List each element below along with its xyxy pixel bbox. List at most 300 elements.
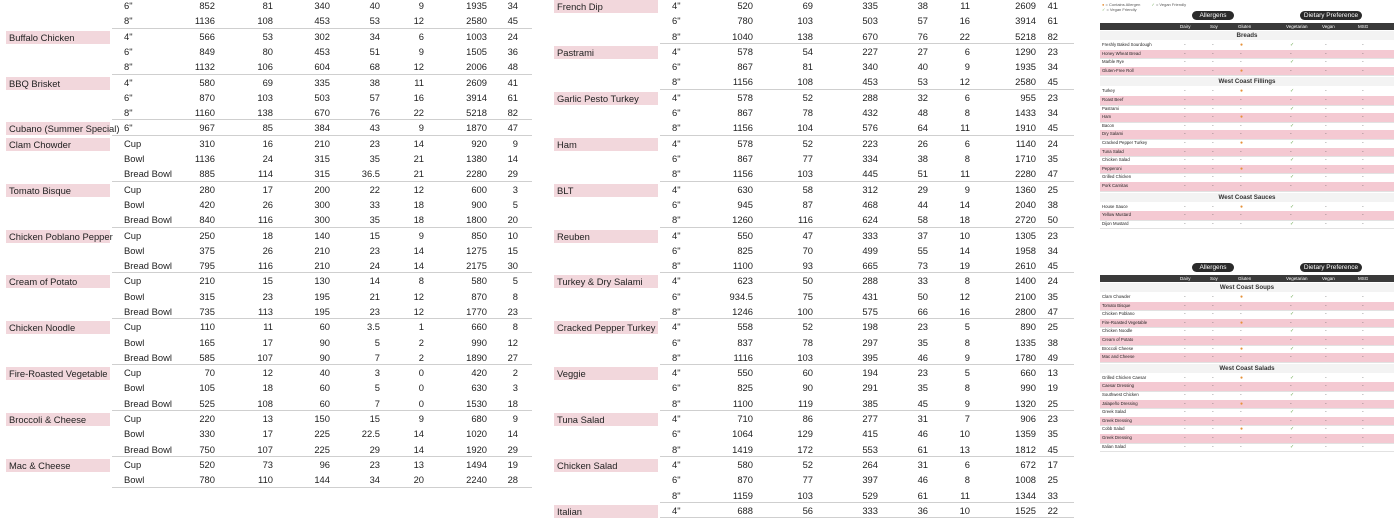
dash-icon: - <box>1212 212 1214 219</box>
value-cell: 29 <box>917 183 928 195</box>
value-cell: 600 <box>471 183 487 195</box>
dash-icon: - <box>1362 409 1364 416</box>
size-cell: 8" <box>672 30 681 42</box>
value-cell: 210 <box>199 275 215 287</box>
dash-icon: - <box>1184 409 1186 416</box>
value-cell: 6 <box>964 459 970 470</box>
dash-icon: - <box>1184 105 1186 112</box>
dash-icon: - <box>1212 443 1214 450</box>
dash-icon: - <box>1325 88 1327 95</box>
table-row <box>548 243 1080 258</box>
value-cell: 107 <box>257 351 273 363</box>
value-cell: 103 <box>797 351 813 363</box>
value-cell: 660 <box>471 321 487 333</box>
dash-icon: - <box>1212 319 1214 326</box>
size-cell: 6" <box>672 152 681 164</box>
legend-item: = Contains Allergen <box>1105 2 1141 7</box>
value-cell: 48 <box>917 107 928 119</box>
value-cell: 315 <box>314 152 330 164</box>
size-cell: Cup <box>124 321 142 333</box>
value-cell: 73 <box>262 459 273 470</box>
item-name: Ham <box>554 138 658 151</box>
value-cell: 1359 <box>1015 428 1036 440</box>
size-cell: 8" <box>672 489 681 501</box>
value-cell: 1116 <box>733 351 753 363</box>
table-row <box>0 212 538 227</box>
table-row <box>0 365 538 380</box>
dash-icon: ✓ <box>1290 345 1295 352</box>
dash-icon: - <box>1184 354 1186 361</box>
size-cell: 6" <box>124 45 133 57</box>
item-name: Broccoli & Cheese <box>6 413 110 426</box>
dash-icon: - <box>1240 148 1242 155</box>
size-cell: 4" <box>672 183 681 195</box>
dash-icon: - <box>1184 220 1186 227</box>
dash-icon: - <box>1362 302 1364 309</box>
value-cell: 77 <box>802 474 813 486</box>
allergen-item-name: Grilled Chicken Caesar <box>1102 374 1147 380</box>
value-cell: 26 <box>262 244 273 256</box>
value-cell: 6 <box>964 45 970 57</box>
size-cell: 6" <box>124 0 133 11</box>
value-cell: 194 <box>862 367 878 379</box>
value-cell: 3 <box>512 382 518 394</box>
value-cell: 19 <box>1047 382 1058 394</box>
value-cell: 1380 <box>466 152 487 164</box>
dash-icon: - <box>1325 337 1327 343</box>
dash-icon: - <box>1362 122 1364 129</box>
dash-icon: - <box>1184 302 1186 309</box>
value-cell: 50 <box>1047 214 1058 226</box>
value-cell: 220 <box>199 413 215 425</box>
value-cell: 672 <box>1020 459 1036 470</box>
value-cell: 1780 <box>1015 351 1036 363</box>
size-cell: Bowl <box>124 428 145 440</box>
table-row <box>548 258 1080 273</box>
value-cell: 525 <box>199 397 215 409</box>
item-name: Reuben <box>554 230 658 243</box>
column-header-bar <box>1100 23 1394 30</box>
value-cell: 81 <box>802 61 813 73</box>
dash-icon: - <box>1362 417 1364 424</box>
value-cell: 585 <box>199 351 215 363</box>
allergen-item-name: Chicken Poblano <box>1102 311 1135 317</box>
value-cell: 60 <box>319 382 330 394</box>
value-cell: 12 <box>262 367 273 379</box>
table-row <box>548 289 1080 304</box>
value-cell: 15 <box>507 244 518 256</box>
value-cell: 35 <box>1047 152 1058 164</box>
value-cell: 30 <box>507 260 518 272</box>
item-group <box>548 182 1080 228</box>
value-cell: 61 <box>1047 15 1058 27</box>
size-cell: 4" <box>672 459 681 470</box>
value-cell: 3 <box>374 367 380 379</box>
dash-icon: ✓ <box>1290 157 1295 164</box>
value-cell: 7 <box>374 397 380 409</box>
size-cell: 4" <box>672 367 681 379</box>
size-cell: 8" <box>124 15 133 27</box>
value-cell: 28 <box>507 474 518 486</box>
dash-icon: - <box>1362 294 1364 300</box>
item-group <box>0 120 538 135</box>
column-header: Soy <box>1210 24 1218 29</box>
dash-icon: - <box>1184 311 1186 318</box>
dash-icon: - <box>1212 337 1214 343</box>
item-name: Turkey & Dry Salami <box>554 275 658 288</box>
value-cell: 12 <box>959 290 970 302</box>
value-cell: 5 <box>964 367 970 379</box>
dash-icon: - <box>1325 409 1327 416</box>
dash-icon: - <box>1362 183 1364 189</box>
size-cell: Bowl <box>124 244 145 256</box>
value-cell: 580 <box>471 275 487 287</box>
dash-icon: ● <box>1240 114 1244 121</box>
dash-icon: ✓ <box>1290 443 1295 450</box>
allergen-item-name: Dijon Mustard <box>1102 220 1129 226</box>
value-cell: 75 <box>802 290 813 302</box>
table-row <box>0 457 538 472</box>
value-cell: 934.5 <box>729 290 753 302</box>
value-cell: 277 <box>862 413 878 425</box>
value-cell: 45 <box>1047 260 1058 272</box>
table-row <box>0 335 538 350</box>
section-header: West Coast Fillings <box>1100 77 1394 86</box>
size-cell: 4" <box>124 76 133 88</box>
dash-icon: - <box>1362 443 1364 450</box>
dash-icon: ✓ <box>1290 88 1295 95</box>
table-row <box>0 380 538 395</box>
dash-icon: - <box>1240 443 1242 450</box>
value-cell: 35 <box>369 214 380 226</box>
value-cell: 55 <box>917 244 928 256</box>
value-cell: 420 <box>199 198 215 210</box>
value-cell: 1156 <box>732 122 753 134</box>
value-cell: 15 <box>369 413 380 425</box>
dash-icon: - <box>1290 354 1292 361</box>
value-cell: 38 <box>917 0 928 11</box>
value-cell: 670 <box>314 107 330 119</box>
dash-icon: - <box>1240 122 1242 129</box>
value-cell: 23 <box>507 305 518 317</box>
value-cell: 108 <box>797 76 813 88</box>
value-cell: 23 <box>917 321 928 333</box>
value-cell: 315 <box>199 290 215 302</box>
value-cell: 0 <box>418 382 424 394</box>
allergens-chip: Allergens <box>1192 263 1234 272</box>
item-group <box>548 457 1080 503</box>
value-cell: 31 <box>917 459 928 470</box>
value-cell: 1040 <box>732 30 753 42</box>
value-cell: 108 <box>257 15 273 27</box>
value-cell: 41 <box>1047 0 1058 11</box>
table-row <box>548 442 1080 457</box>
value-cell: 2610 <box>1015 260 1036 272</box>
value-cell: 529 <box>862 489 878 501</box>
dash-icon: - <box>1290 183 1292 189</box>
dash-icon: - <box>1240 157 1242 164</box>
value-cell: 330 <box>199 428 215 440</box>
value-cell: 1530 <box>466 397 487 409</box>
value-cell: 1156 <box>732 76 753 88</box>
value-cell: 335 <box>862 0 878 11</box>
value-cell: 849 <box>199 45 215 57</box>
value-cell: 165 <box>199 336 215 348</box>
dash-icon: - <box>1212 59 1214 66</box>
value-cell: 23 <box>1047 45 1058 57</box>
value-cell: 22 <box>369 183 380 195</box>
value-cell: 1290 <box>1015 45 1036 57</box>
legend-contains-icon: ● <box>1102 2 1105 7</box>
value-cell: 20 <box>507 214 518 226</box>
value-cell: 665 <box>862 260 878 272</box>
value-cell: 17 <box>262 183 273 195</box>
value-cell: 61 <box>507 91 518 103</box>
value-cell: 8 <box>964 336 970 348</box>
table-row <box>0 75 538 90</box>
value-cell: 24 <box>1047 275 1058 287</box>
dash-icon: - <box>1290 337 1292 343</box>
value-cell: 110 <box>200 321 215 333</box>
table-row <box>548 13 1080 28</box>
value-cell: 10 <box>507 229 518 241</box>
value-cell: 10 <box>959 504 970 516</box>
allergen-item-name: Gluten-Free Roll <box>1102 67 1134 73</box>
dash-icon: - <box>1290 319 1292 326</box>
value-cell: 43 <box>369 122 380 134</box>
allergen-row <box>1100 220 1394 230</box>
item-group <box>548 503 1080 518</box>
item-group <box>0 0 538 29</box>
value-cell: 21 <box>413 152 424 164</box>
value-cell: 2580 <box>466 15 487 27</box>
table-row <box>0 442 538 457</box>
dash-icon: ● <box>1240 400 1244 407</box>
table-row <box>548 44 1080 59</box>
item-group <box>0 411 538 457</box>
dash-icon: - <box>1325 183 1327 189</box>
allergen-chart <box>1098 0 1396 500</box>
value-cell: 735 <box>199 305 215 317</box>
value-cell: 13 <box>262 413 273 425</box>
size-cell: 4" <box>672 413 681 425</box>
size-cell: 4" <box>672 91 681 103</box>
dash-icon: - <box>1212 354 1214 361</box>
value-cell: 297 <box>862 336 878 348</box>
table-row <box>548 273 1080 288</box>
value-cell: 1 <box>418 321 424 333</box>
dash-icon: ● <box>1240 67 1244 74</box>
item-group <box>0 319 538 365</box>
value-cell: 870 <box>737 474 753 486</box>
item-name: Mac & Cheese <box>6 459 110 472</box>
value-cell: 96 <box>319 459 330 470</box>
table-row <box>548 105 1080 120</box>
dash-icon: - <box>1362 140 1364 146</box>
table-row <box>548 319 1080 334</box>
value-cell: 51 <box>917 168 928 180</box>
value-cell: 867 <box>737 107 753 119</box>
value-cell: 870 <box>471 290 487 302</box>
value-cell: 11 <box>263 321 273 333</box>
value-cell: 630 <box>471 382 487 394</box>
value-cell: 302 <box>314 30 330 42</box>
dash-icon: ✓ <box>1290 42 1295 48</box>
value-cell: 19 <box>507 459 518 470</box>
value-cell: 9 <box>418 229 424 241</box>
allergen-item-name: Freshly Baked Sourdough <box>1102 42 1152 47</box>
dash-icon: ✓ <box>1290 392 1295 398</box>
value-cell: 6 <box>964 91 970 103</box>
value-cell: 688 <box>737 504 753 516</box>
value-cell: 34 <box>507 0 518 11</box>
value-cell: 1320 <box>1015 397 1036 409</box>
value-cell: 12 <box>413 61 424 73</box>
column-header: Vegetarian <box>1286 276 1308 281</box>
value-cell: 18 <box>959 214 970 226</box>
size-cell: 4" <box>672 229 681 241</box>
value-cell: 1003 <box>466 30 487 42</box>
value-cell: 20 <box>413 474 424 486</box>
size-cell: Cup <box>124 229 142 241</box>
size-cell: 8" <box>672 260 681 272</box>
value-cell: 76 <box>917 30 928 42</box>
value-cell: 2280 <box>466 168 487 180</box>
dash-icon: - <box>1362 374 1364 381</box>
value-cell: 384 <box>314 122 330 134</box>
value-cell: 1525 <box>1015 504 1036 516</box>
value-cell: 12 <box>959 76 970 88</box>
section-header: West Coast Salads <box>1100 364 1394 373</box>
value-cell: 375 <box>199 244 215 256</box>
table-row <box>548 350 1080 365</box>
value-cell: 8 <box>512 290 518 302</box>
table-row <box>0 13 538 28</box>
value-cell: 550 <box>737 367 753 379</box>
dash-icon: - <box>1184 157 1186 164</box>
nutrition-table-middle <box>548 0 1080 517</box>
value-cell: 900 <box>471 198 487 210</box>
value-cell: 58 <box>802 183 813 195</box>
size-cell: Bowl <box>124 198 145 210</box>
value-cell: 1160 <box>194 107 215 119</box>
value-cell: 2609 <box>466 76 487 88</box>
value-cell: 1419 <box>732 443 753 455</box>
dash-icon: - <box>1184 148 1186 155</box>
size-cell: Cup <box>124 413 142 425</box>
value-cell: 40 <box>917 61 928 73</box>
value-cell: 5 <box>374 382 380 394</box>
value-cell: 150 <box>314 413 330 425</box>
value-cell: 13 <box>959 443 970 455</box>
dash-icon: - <box>1212 345 1214 352</box>
value-cell: 397 <box>862 474 878 486</box>
table-row <box>548 335 1080 350</box>
value-cell: 14 <box>507 152 518 164</box>
value-cell: 61 <box>917 489 928 501</box>
dash-icon: ✓ <box>1290 140 1295 146</box>
value-cell: 780 <box>199 474 215 486</box>
table-row <box>548 29 1080 44</box>
column-header: Vegan <box>1322 276 1335 281</box>
size-cell: Bowl <box>124 474 145 486</box>
value-cell: 870 <box>199 91 215 103</box>
dash-icon: ● <box>1240 294 1244 300</box>
value-cell: 107 <box>257 443 273 455</box>
value-cell: 825 <box>737 382 753 394</box>
dash-icon: - <box>1325 212 1327 219</box>
value-cell: 553 <box>862 443 878 455</box>
item-group <box>0 136 538 182</box>
value-cell: 2 <box>418 336 424 348</box>
value-cell: 1870 <box>466 122 487 134</box>
item-group <box>0 228 538 274</box>
value-cell: 21 <box>369 290 380 302</box>
dash-icon: - <box>1362 67 1364 74</box>
value-cell: 7 <box>374 351 380 363</box>
value-cell: 32 <box>917 91 928 103</box>
size-cell: 4" <box>672 275 681 287</box>
dash-icon: - <box>1325 435 1327 441</box>
dash-icon: - <box>1325 302 1327 309</box>
value-cell: 8 <box>418 275 424 287</box>
table-row <box>548 166 1080 181</box>
dash-icon: - <box>1240 174 1242 181</box>
value-cell: 906 <box>1020 413 1036 425</box>
value-cell: 35 <box>1047 428 1058 440</box>
table-row <box>548 472 1080 487</box>
value-cell: 33 <box>369 198 380 210</box>
value-cell: 576 <box>862 122 878 134</box>
value-cell: 604 <box>314 61 330 73</box>
value-cell: 9 <box>512 137 518 149</box>
dash-icon: ● <box>1240 203 1244 210</box>
value-cell: 35 <box>369 152 380 164</box>
value-cell: 223 <box>862 137 878 149</box>
value-cell: 795 <box>199 260 215 272</box>
value-cell: 1140 <box>1015 137 1036 149</box>
value-cell: 114 <box>258 168 273 180</box>
value-cell: 566 <box>199 30 215 42</box>
value-cell: 64 <box>917 122 928 134</box>
dash-icon: - <box>1212 302 1214 309</box>
value-cell: 12 <box>413 183 424 195</box>
value-cell: 420 <box>471 367 487 379</box>
value-cell: 291 <box>862 382 878 394</box>
size-cell: 6" <box>672 107 681 119</box>
table-row <box>548 228 1080 243</box>
dash-icon: - <box>1325 443 1327 450</box>
allergen-item-name: Greek Salad <box>1102 409 1126 415</box>
size-cell: Bread Bowl <box>124 397 172 409</box>
value-cell: 1494 <box>466 459 487 470</box>
table-row <box>0 59 538 74</box>
legend <box>1102 2 1186 12</box>
value-cell: 61 <box>917 443 928 455</box>
value-cell: 1812 <box>1015 443 1036 455</box>
value-cell: 52 <box>802 137 813 149</box>
value-cell: 867 <box>737 61 753 73</box>
row-divider <box>112 487 532 488</box>
value-cell: 195 <box>314 305 330 317</box>
dash-icon: - <box>1362 319 1364 326</box>
dash-icon: - <box>1325 220 1327 227</box>
dash-icon: ● <box>1240 345 1244 352</box>
size-cell: 6" <box>672 61 681 73</box>
value-cell: 680 <box>471 413 487 425</box>
dash-icon: - <box>1212 417 1214 424</box>
dash-icon: - <box>1240 59 1242 66</box>
